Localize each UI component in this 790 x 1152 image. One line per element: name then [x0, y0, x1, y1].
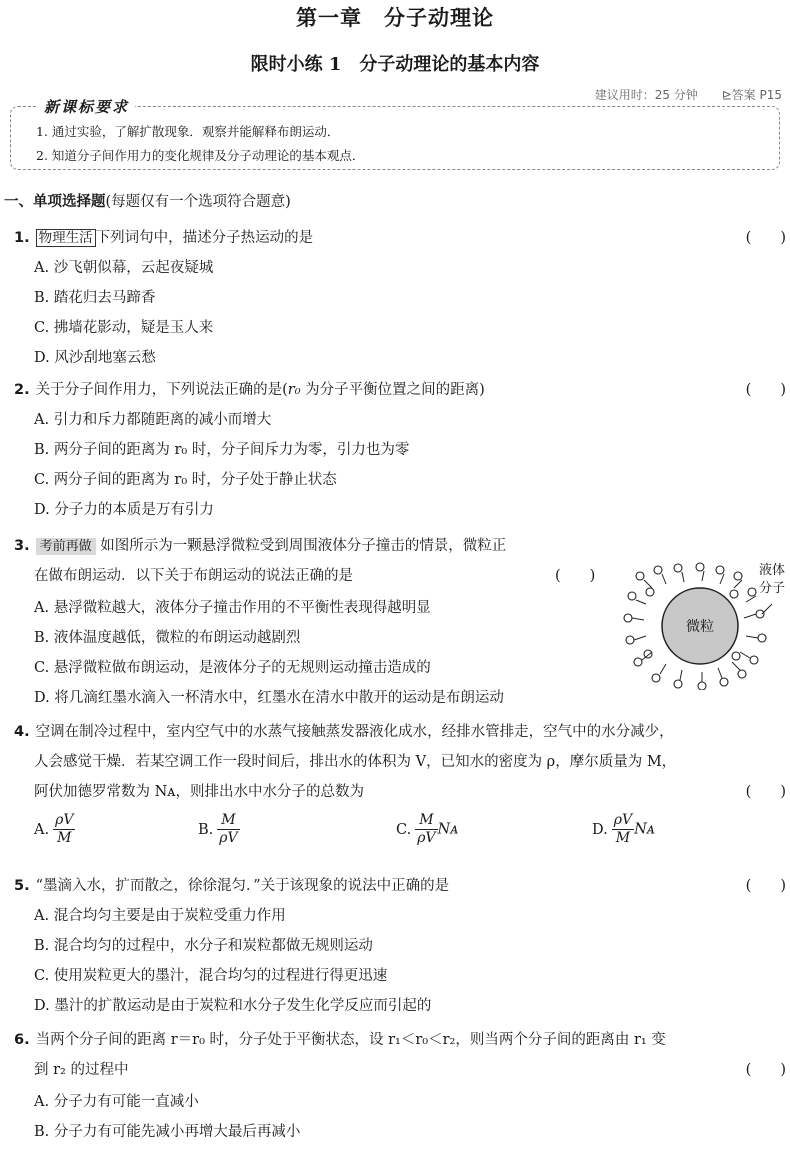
question-text: 为分子平衡位置之间的距离) — [300, 382, 485, 398]
section-note: (每题仅有一个选项符合题意) — [105, 194, 291, 210]
option-d[interactable]: D. 将几滴红墨水滴入一杯清水中，红墨水在清水中散开的运动是布朗运动 — [34, 690, 504, 706]
answer-blank[interactable]: ( ) — [745, 230, 786, 246]
particle-label: 微粒 — [686, 619, 714, 635]
option-a[interactable]: A. 混合均匀主要是由于炭粒受重力作用 — [34, 908, 286, 924]
answer-blank[interactable]: ( ) — [555, 568, 596, 584]
question-text: “墨滴入水，扩而散之，徐徐混匀．”关于该现象的说法中正确的是 — [35, 878, 450, 894]
fraction — [415, 812, 437, 847]
requirement-item: 2. 知道分子间作用力的变化规律及分子动理论的基本观点． — [36, 148, 365, 163]
option-c[interactable]: C. 使用炭粒更大的墨汁，混合均匀的过程进行得更迅速 — [34, 968, 388, 984]
option-b[interactable]: B. 两分子间的距离为 r₀ 时，分子间斥力为零，引力也为零 — [34, 442, 410, 458]
denominator: M — [615, 830, 631, 846]
question-number: 5. — [14, 878, 30, 894]
question-3-stem — [14, 534, 506, 555]
brownian-figure — [622, 562, 786, 690]
liquid-label: 分子 — [758, 581, 786, 596]
section-title: 一、单项选择题 — [4, 194, 106, 210]
question-6-stem — [14, 1028, 666, 1049]
numerator: ρV — [613, 812, 633, 828]
lesson-title: 限时小练 1 分子动理论的基本内容 — [250, 54, 540, 75]
question-3-stem-cont: 在做布朗运动．以下关于布朗运动的说法正确的是 — [34, 568, 353, 584]
option-b[interactable]: B. 分子力有可能先减小再增大最后再减小 — [34, 1124, 301, 1140]
option-tail: Nᴀ — [437, 821, 459, 838]
option-label: D. — [592, 821, 608, 838]
option-d[interactable]: D. 风沙刮地塞云愁 — [34, 350, 156, 366]
option-b[interactable]: B. 踏花归去马蹄香 — [34, 290, 156, 306]
numerator: M — [217, 812, 239, 830]
question-number: 3. — [14, 538, 30, 554]
question-number: 6. — [14, 1032, 30, 1048]
option-d[interactable] — [592, 812, 655, 847]
question-number: 1. — [14, 230, 30, 246]
question-text: 关于分子间作用力，下列说法正确的是( — [35, 382, 288, 398]
option-tail: Nᴀ — [634, 821, 655, 838]
answer-blank[interactable]: ( ) — [745, 878, 786, 894]
question-text: 下列词句中，描述分子热运动的是 — [95, 230, 314, 246]
option-b[interactable]: B. 混合均匀的过程中，水分子和炭粒都做无规则运动 — [34, 938, 373, 954]
question-5-stem — [14, 874, 449, 895]
numerator: M — [415, 812, 437, 830]
question-2-stem — [14, 378, 485, 399]
option-a[interactable] — [34, 812, 75, 847]
question-4-stem-cont: 阿伏加德罗常数为 Nᴀ，则排出水中水分子的总数为 — [34, 784, 364, 800]
denominator: ρV — [417, 830, 436, 846]
question-6-stem-cont: 到 r₂ 的过程中 — [34, 1062, 129, 1078]
option-c[interactable]: C. 悬浮微粒做布朗运动，是液体分子的无规则运动撞击造成的 — [34, 660, 431, 676]
r0-symbol: r₀ — [287, 382, 301, 398]
option-a[interactable]: A. 引力和斥力都随距离的减小而增大 — [34, 412, 272, 428]
question-4-stem-cont: 人会感觉干燥．若某空调工作一段时间后，排出水的体积为 V，已知水的密度为 ρ，摩尔质量为 M， — [34, 754, 677, 770]
denominator: ρV — [219, 830, 238, 846]
option-c[interactable]: C. 两分子间的距离为 r₀ 时，分子处于静止状态 — [34, 472, 337, 488]
option-a[interactable]: A. 沙飞朝似幕，云起夜疑城 — [34, 260, 214, 276]
question-text: 空调在制冷过程中，室内空气中的水蒸气接触蒸发器液化成水，经排水管排走，空气中的水分减少， — [35, 724, 674, 740]
fraction — [612, 812, 634, 847]
numerator: ρV — [55, 812, 74, 828]
question-1-stem — [14, 226, 313, 247]
option-label: B. — [198, 821, 214, 838]
question-number: 2. — [14, 382, 30, 398]
option-a[interactable]: A. 悬浮微粒越大，液体分子撞击作用的不平衡性表现得越明显 — [34, 600, 431, 616]
answer-blank[interactable]: ( ) — [745, 784, 786, 800]
answer-blank[interactable]: ( ) — [745, 382, 786, 398]
option-label: C. — [396, 821, 412, 838]
option-c[interactable]: C. 拂墙花影动，疑是玉人来 — [34, 320, 214, 336]
question-text: 当两个分子间的距离 r＝r₀ 时，分子处于平衡状态，设 r₁＜r₀＜r₂，则当两个分子间的距离由 r₁ 变 — [35, 1032, 666, 1048]
chapter-title: 第一章 分子动理论 — [296, 5, 494, 30]
liquid-label: 液体 — [758, 563, 786, 578]
suggested-time: 建议用时：25 分钟 — [594, 88, 698, 102]
question-text: 如图所示为一颗悬浮微粒受到周围液体分子撞击的情景，微粒正 — [100, 538, 507, 554]
fraction — [217, 812, 239, 847]
answer-reference: ⊵答案 P15 — [721, 88, 782, 102]
requirement-item: 1. 通过实验，了解扩散现象．观察并能解释布朗运动． — [36, 124, 340, 139]
option-d[interactable]: D. 分子力的本质是万有引力 — [34, 502, 214, 518]
option-b[interactable] — [198, 812, 240, 847]
option-c[interactable] — [396, 812, 458, 847]
section-heading — [4, 190, 291, 211]
denominator: M — [57, 830, 72, 846]
fraction — [53, 812, 75, 847]
requirements-title: 新课标要求 — [38, 96, 135, 117]
question-4-stem — [14, 720, 674, 741]
question-number: 4. — [14, 724, 30, 740]
option-d[interactable]: D. 墨汁的扩散运动是由于炭粒和水分子发生化学反应而引起的 — [34, 998, 432, 1014]
meta-info — [575, 86, 782, 103]
option-b[interactable]: B. 液体温度越低，微粒的布朗运动越剧烈 — [34, 630, 301, 646]
option-label: A. — [34, 821, 50, 838]
option-a[interactable]: A. 分子力有可能一直减小 — [34, 1094, 199, 1110]
question-tag: 物理生活 — [36, 229, 96, 247]
answer-blank[interactable]: ( ) — [745, 1062, 786, 1078]
question-tag: 考前再做 — [36, 538, 96, 555]
